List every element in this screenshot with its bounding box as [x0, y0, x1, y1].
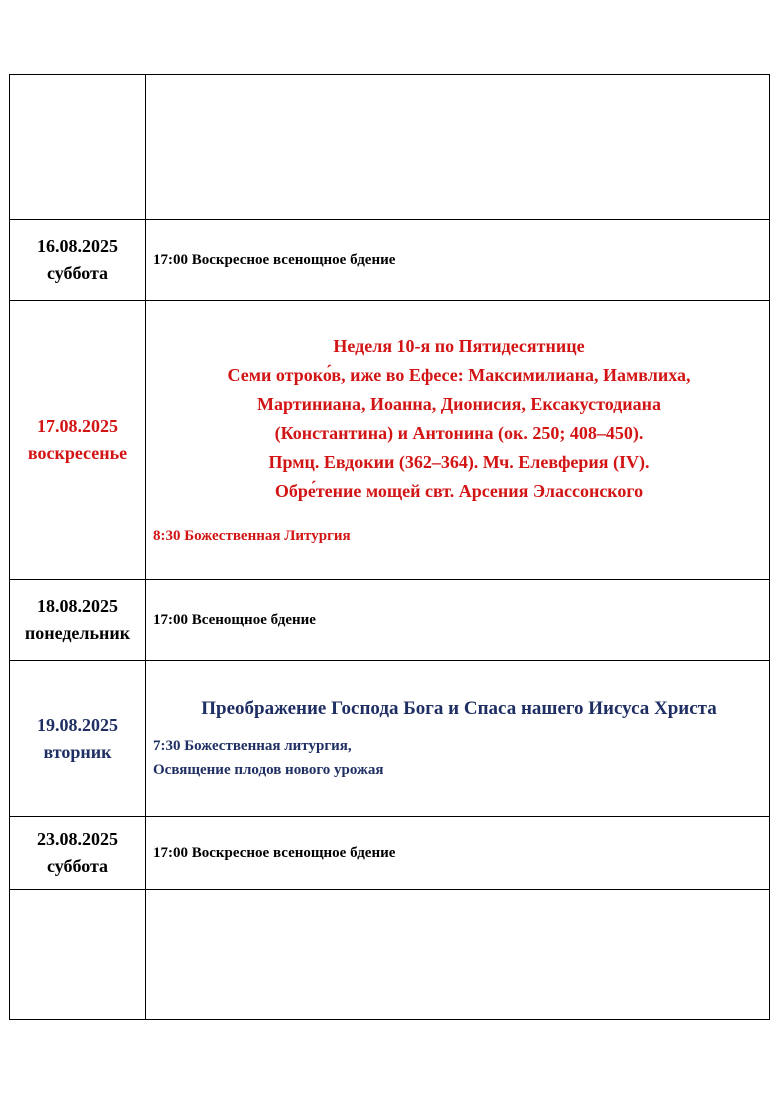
schedule-table: [9, 74, 770, 1020]
weekday-text: суббота: [46, 856, 109, 876]
event-cell-23-08: [146, 817, 770, 890]
weekday-text: суббота: [46, 263, 109, 283]
date-text: 17.08.2025: [37, 416, 118, 436]
service-text: 17:00 Всенощное бдение: [153, 612, 316, 628]
table-row-16-08: [10, 220, 770, 301]
weekday-text: вторник: [43, 741, 112, 762]
event-cell-19-08: [146, 661, 770, 817]
event-cell-18-08: [146, 580, 770, 661]
feast-line: Семи отроко́в, иже во Ефесе: Максимилиана, Иамвлиха,: [227, 365, 691, 385]
date-text: 23.08.2025: [37, 829, 118, 849]
weekday-text: понедельник: [24, 623, 131, 643]
event-cell-empty: [146, 890, 770, 1020]
spacer: [153, 506, 765, 524]
date-cell-empty: [10, 890, 146, 1020]
table-row-17-08: [10, 301, 770, 580]
date-cell-19-08: [10, 661, 146, 817]
date-text: 19.08.2025: [37, 714, 118, 735]
feast-line: (Константина) и Антонина (ок. 250; 408–450).: [274, 423, 644, 443]
date-text: 16.08.2025: [37, 236, 118, 256]
table-row-empty-top: [10, 75, 770, 220]
date-text: 18.08.2025: [37, 596, 118, 616]
date-cell-empty: [10, 75, 146, 220]
event-cell-16-08: [146, 220, 770, 301]
weekday-text: воскресенье: [27, 443, 128, 463]
service-text: Освящение плодов нового урожая: [153, 761, 384, 778]
date-cell-18-08: [10, 580, 146, 661]
feast-line: Прмц. Евдокии (362–364). Мч. Елевферия (IV).: [268, 452, 650, 472]
event-cell-17-08: [146, 301, 770, 580]
service-text: 17:00 Воскресное всенощное бдение: [153, 252, 396, 268]
table-row-18-08: [10, 580, 770, 661]
table-row-empty-bottom: [10, 890, 770, 1020]
feast-title: Преображение Господа Бога и Спаса нашего Иисуса Христа: [201, 697, 717, 719]
service-text: 8:30 Божественная Литургия: [153, 528, 351, 544]
service-text: 7:30 Божественная литургия,: [153, 737, 352, 754]
feast-title: [153, 332, 765, 506]
feast-line: Неделя 10-я по Пятидесятнице: [333, 336, 585, 356]
date-cell-23-08: [10, 817, 146, 890]
table-row-19-08: [10, 661, 770, 817]
service-text: 17:00 Воскресное всенощное бдение: [153, 845, 396, 861]
date-cell-16-08: [10, 220, 146, 301]
feast-line: Обре́тение мощей свт. Арсения Элассонского: [274, 481, 644, 501]
date-cell-17-08: [10, 301, 146, 580]
spacer: [153, 722, 765, 734]
table-row-23-08: [10, 817, 770, 890]
event-cell-empty: [146, 75, 770, 220]
feast-line: Мартиниана, Иоанна, Дионисия, Ексакустодиана: [256, 394, 662, 414]
